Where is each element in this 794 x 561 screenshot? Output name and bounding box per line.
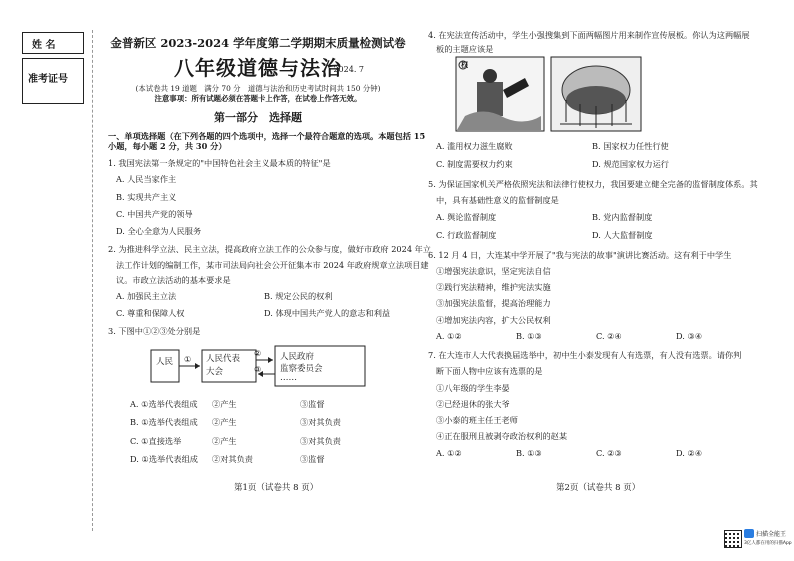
q7-item-3: ③小泰的班主任王老师 (436, 415, 518, 425)
q6-item-2: ②践行宪法精神，维护宪法实施 (436, 282, 551, 292)
part1-instr-1: 一、单项选择题（在下列各题的四个选项中，选择一个最符合题意的选项。本题包括 15 (108, 130, 426, 141)
arrow-1-head (195, 363, 200, 369)
q4-option-d: D. 规范国家权力运行 (592, 159, 669, 170)
q7-option-b: B. ①③ (516, 447, 542, 458)
q6-option-d: D. ③④ (676, 330, 703, 341)
q1-option-b: B. 实现共产主义 (116, 191, 177, 202)
qr-code-icon (724, 530, 742, 548)
q6-option-c: C. ②④ (596, 330, 622, 341)
q3-c-3: ③对其负责 (300, 435, 341, 446)
q3-d-3: ③监督 (300, 453, 325, 464)
q4-option-a: A. 滥用权力滋生腐败 (436, 141, 513, 151)
ticket-label: 准考证号 (28, 74, 68, 85)
q5-option-b: B. 党内监督制度 (592, 212, 653, 222)
diagram-organs-3: …… (280, 373, 297, 383)
q1-option-a: A. 人民当家作主 (116, 174, 177, 185)
left-page (108, 36, 432, 336)
footer-right: 第2页（试卷共 8 页） (556, 483, 641, 493)
q6-item-1: ①增强宪法意识，坚定宪法自信 (436, 265, 551, 276)
q3-b-3: ③对其负责 (300, 417, 341, 428)
q1-option-c: C. 中国共产党的领导 (116, 208, 193, 219)
q3-a-3: ③监督 (300, 399, 325, 409)
diagram-npc-2: 大会 (206, 367, 224, 377)
q3-a-1: A. ①选举代表组成 (130, 399, 198, 409)
q7-stem-1: 7. 在大连市人大代表换届选举中，初中生小泰发现有人有选票，有人没有选票。请你判 (428, 350, 742, 360)
q5-option-c: C. 行政监督制度 (436, 230, 497, 241)
q2-stem-3: 议。市政立法活动的基本要求是 (116, 274, 231, 285)
binding-margin (0, 0, 100, 561)
q5-option-d: D. 人大监督制度 (592, 230, 653, 241)
q7-item-2: ②已经退休的张大爷 (436, 398, 510, 409)
scanner-name: 扫描全能王 (756, 531, 787, 538)
q3-d-1: D. ①选举代表组成 (130, 453, 198, 464)
q5-stem-2: 中，具有基础性意义的监督制度是 (436, 194, 559, 205)
arrow-2-head (268, 357, 273, 363)
q3-a-2: ②产生 (212, 399, 237, 409)
q4-stem-2: 板的主题应该是 (436, 44, 494, 55)
q4-stem-1: 4. 在宪法宣传活动中，学生小强搜集到下面两幅图片用来制作宣传展板。你认为这两幅展 (428, 30, 750, 40)
scanner-sub: 3亿人都在用的扫描App (744, 541, 792, 546)
q7-option-a: A. ①② (436, 447, 462, 458)
q5-option-a: A. 舆论监督制度 (436, 212, 497, 222)
name-label: 姓 名 (32, 40, 56, 51)
q7-stem-2: 断下面人物中应该有选票的是 (436, 366, 543, 377)
q1-option-d: D. 全心全意为人民服务 (116, 226, 202, 237)
q3-options (130, 399, 380, 464)
part1-instr-2: 小题，每小题 2 分，共 30 分） (108, 140, 227, 151)
q5-stem-1: 5. 为保证国家机关严格依照宪法和法律行使权力，我国要建立健全完备的监督制度体系。其 (428, 178, 758, 189)
q3-b-2: ②产生 (212, 417, 237, 428)
scanner-logo-icon (744, 529, 754, 538)
q3-d-2: ②对其负责 (212, 453, 253, 464)
q1-stem: 1. 我国宪法第一条规定的"中国特色社会主义最本质的特征"是 (108, 158, 331, 169)
q6-option-b: B. ①③ (516, 330, 542, 341)
q2-option-c: C. 尊重和保障人权 (116, 308, 185, 319)
q4-cartoon-right (550, 56, 642, 132)
q2-stem-2: 法工作计划的编制工作，某市司法局向社会公开征集本市 2024 年政府规章立法项目建 (116, 259, 429, 270)
q2-option-b: B. 规定公民的权利 (264, 291, 333, 302)
right-page (428, 141, 788, 458)
q7-option-d: D. ②④ (676, 447, 703, 458)
fold-line (92, 30, 93, 531)
q7-option-c: C. ②③ (596, 447, 622, 458)
diagram-organs-1: 人民政府 (280, 352, 315, 362)
q7-item-1: ①八年级的学生李晏 (436, 382, 510, 393)
footer-left: 第1页（试卷共 8 页） (234, 483, 319, 493)
exam-note-1: (本试卷共 19 道题 满分 70 分 道德与法治和历史考试时间共 150 分钟) (135, 84, 381, 94)
q3-stem: 3. 下图中①②③处分别是 (108, 325, 201, 336)
diagram-people-1: 人民 (156, 357, 174, 367)
exam-note-2: 注意事项：所有试题必须在答题卡上作答，在试卷上作答无效。 (154, 93, 362, 103)
q3-c-1: C. ①直接选举 (130, 435, 182, 446)
q2-stem-1: 2. 为推进科学立法、民主立法，提高政府立法工作的公众参与度，做好市政府 2024 年立 (108, 244, 432, 255)
diagram-marker-1: ① (184, 355, 192, 364)
exam-date: 2024. 7 (333, 65, 364, 75)
diagram-marker-3: ③ (254, 365, 262, 374)
q4-option-b: B. 国家权力任性行使 (592, 141, 669, 151)
q3-c-2: ②产生 (212, 435, 237, 446)
diagram-npc-1: 人民代表 (206, 354, 241, 364)
q6-option-a: A. ①② (436, 330, 462, 341)
q2-option-d: D. 体现中国共产党人的意志和利益 (264, 308, 391, 319)
q7-item-4: ④正在服刑且被剥夺政治权利的赵某 (436, 431, 568, 442)
exam-title: 金普新区 2023-2024 学年度第二学期期末质量检测试卷 (110, 36, 406, 50)
subject-title: 八年级道德与法治 (174, 56, 342, 81)
q3-b-1: B. ①选举代表组成 (130, 417, 198, 428)
diagram-marker-2: ② (254, 349, 262, 358)
cartoon-left-char: 权 (461, 60, 468, 69)
q2-option-a: A. 加强民主立法 (116, 291, 177, 302)
q6-item-3: ③加强宪法监督，提高治理能力 (436, 298, 551, 309)
q6-item-4: ④增加宪法内容，扩大公民权利 (436, 314, 551, 325)
q4-cartoon-left (455, 56, 545, 132)
q6-stem: 6. 12 月 4 日，大连某中学开展了"我与宪法的故事"演讲比赛活动。这有利于中学生 (428, 249, 732, 260)
diagram-organs-2: 监察委员会 (280, 364, 323, 374)
q4-block (428, 30, 778, 55)
q4-option-c: C. 制度需要权力约束 (436, 159, 513, 170)
part1-title: 第一部分 选择题 (214, 110, 302, 124)
